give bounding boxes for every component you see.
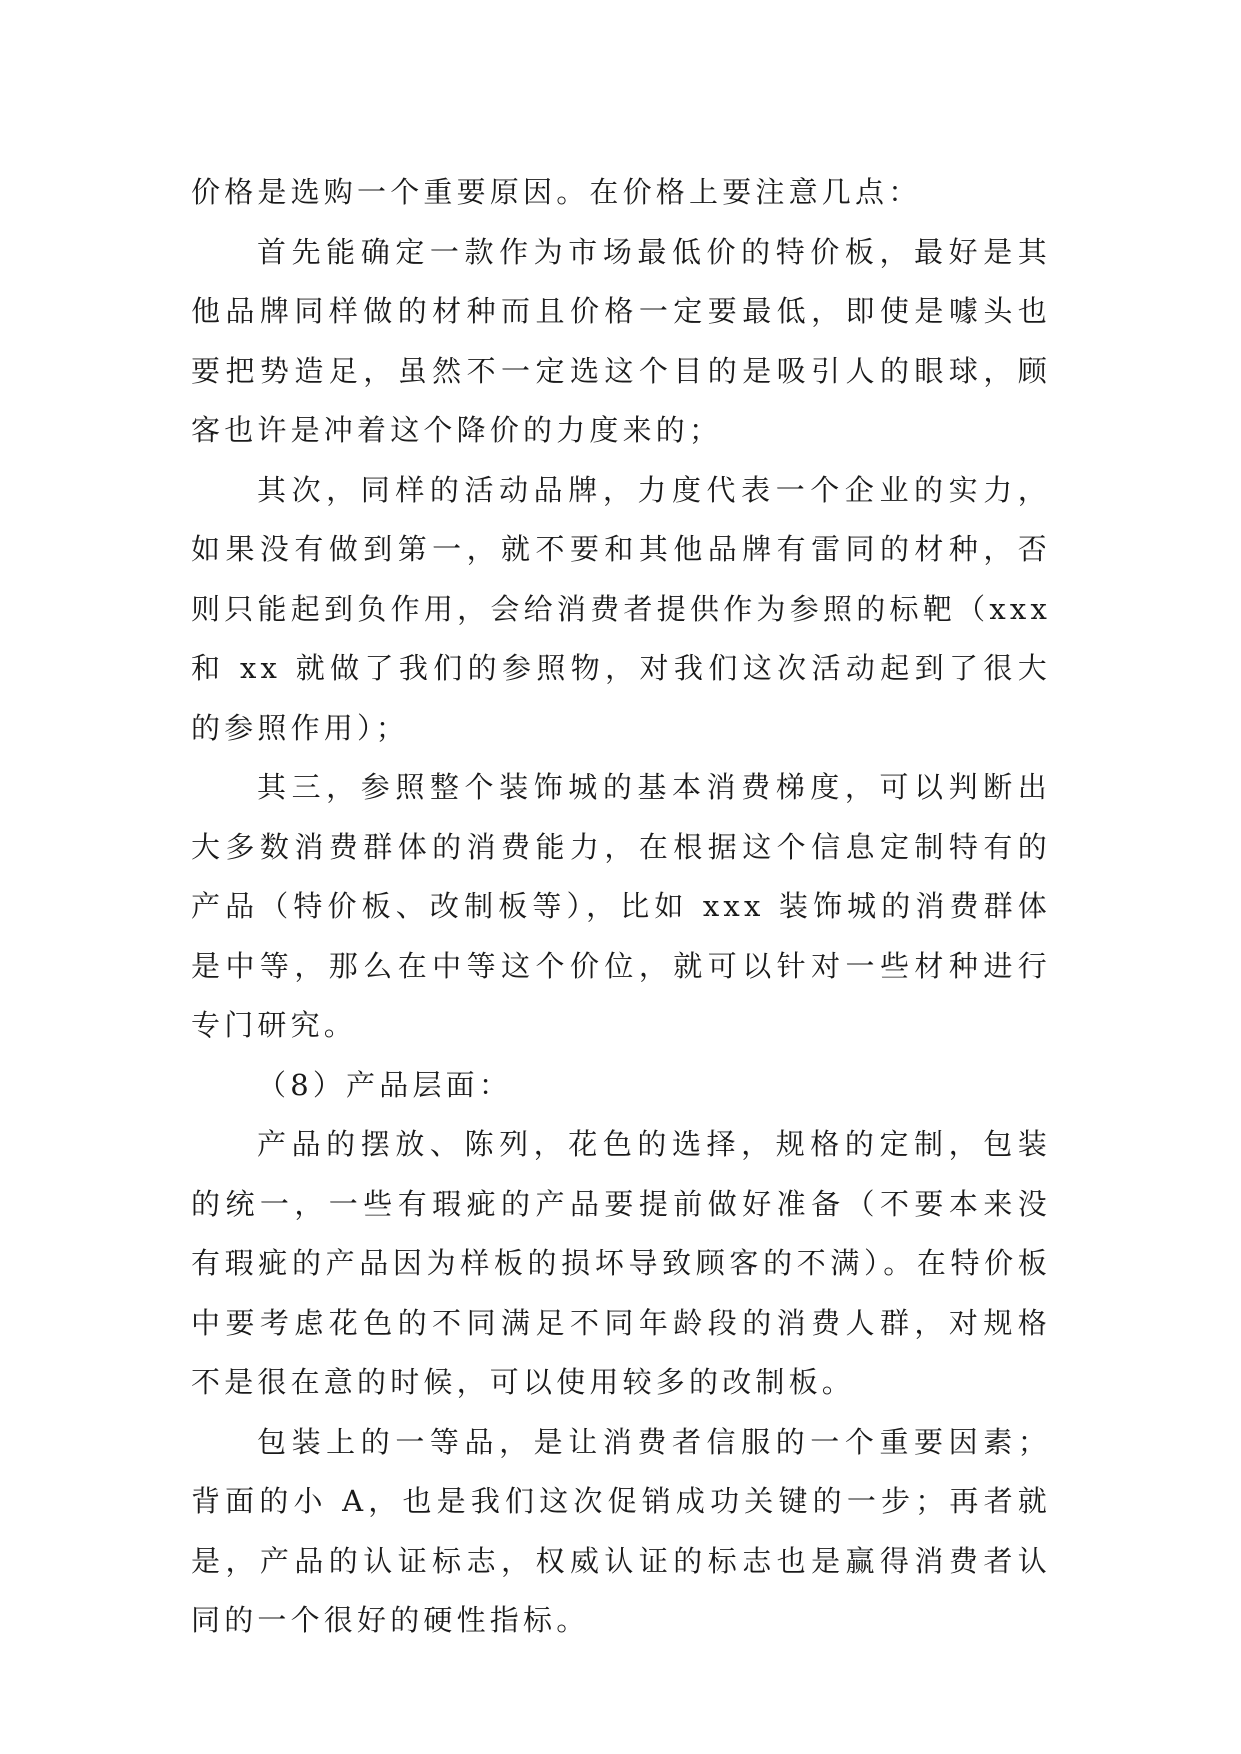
- document-body: [191, 163, 1051, 1651]
- section-heading-product: （8）产品层面：: [257, 1067, 513, 1102]
- paragraph-packaging: 包装上的一等品，是让消费者信服的一个重要因素；背面的小 A，也是我们这次促销成功关键的一步；再者就是，产品的认证标志，权威认证的标志也是赢得消费者认同的一个很好的硬性指标。: [191, 1424, 1051, 1637]
- paragraph-third-point: 其三，参照整个装饰城的基本消费梯度，可以判断出大多数消费群体的消费能力，在根据这个信息定制特有的产品（特价板、改制板等），比如 xxx 装饰城的消费群体是中等，那么在中等这个价位，就可以针对一些材种进行专门研究。: [191, 770, 1051, 1042]
- paragraph-first-point: 首先能确定一款作为市场最低价的特价板，最好是其他品牌同样做的材种而且价格一定要最低，即使是噱头也要把势造足，虽然不一定选这个目的是吸引人的眼球，顾客也许是冲着这个降价的力度来的；: [191, 234, 1051, 447]
- paragraph-product-display: 产品的摆放、陈列，花色的选择，规格的定制，包装的统一，一些有瑕疵的产品要提前做好准备（不要本来没有瑕疵的产品因为样板的损坏导致顾客的不满）。在特价板中要考虑花色的不同满足不同年龄段的消费人群，对规格不是很在意的时候，可以使用较多的改制板。: [191, 1127, 1051, 1399]
- paragraph-second-point: 其次，同样的活动品牌，力度代表一个企业的实力，如果没有做到第一，就不要和其他品牌有雷同的材种，否则只能起到负作用，会给消费者提供作为参照的标靶（xxx 和 xx 就做了我们的参照物，对我们这次活动起到了很大的参照作用）；: [191, 472, 1051, 745]
- paragraph-price-intro: 价格是选购一个重要原因。在价格上要注意几点：: [191, 175, 922, 209]
